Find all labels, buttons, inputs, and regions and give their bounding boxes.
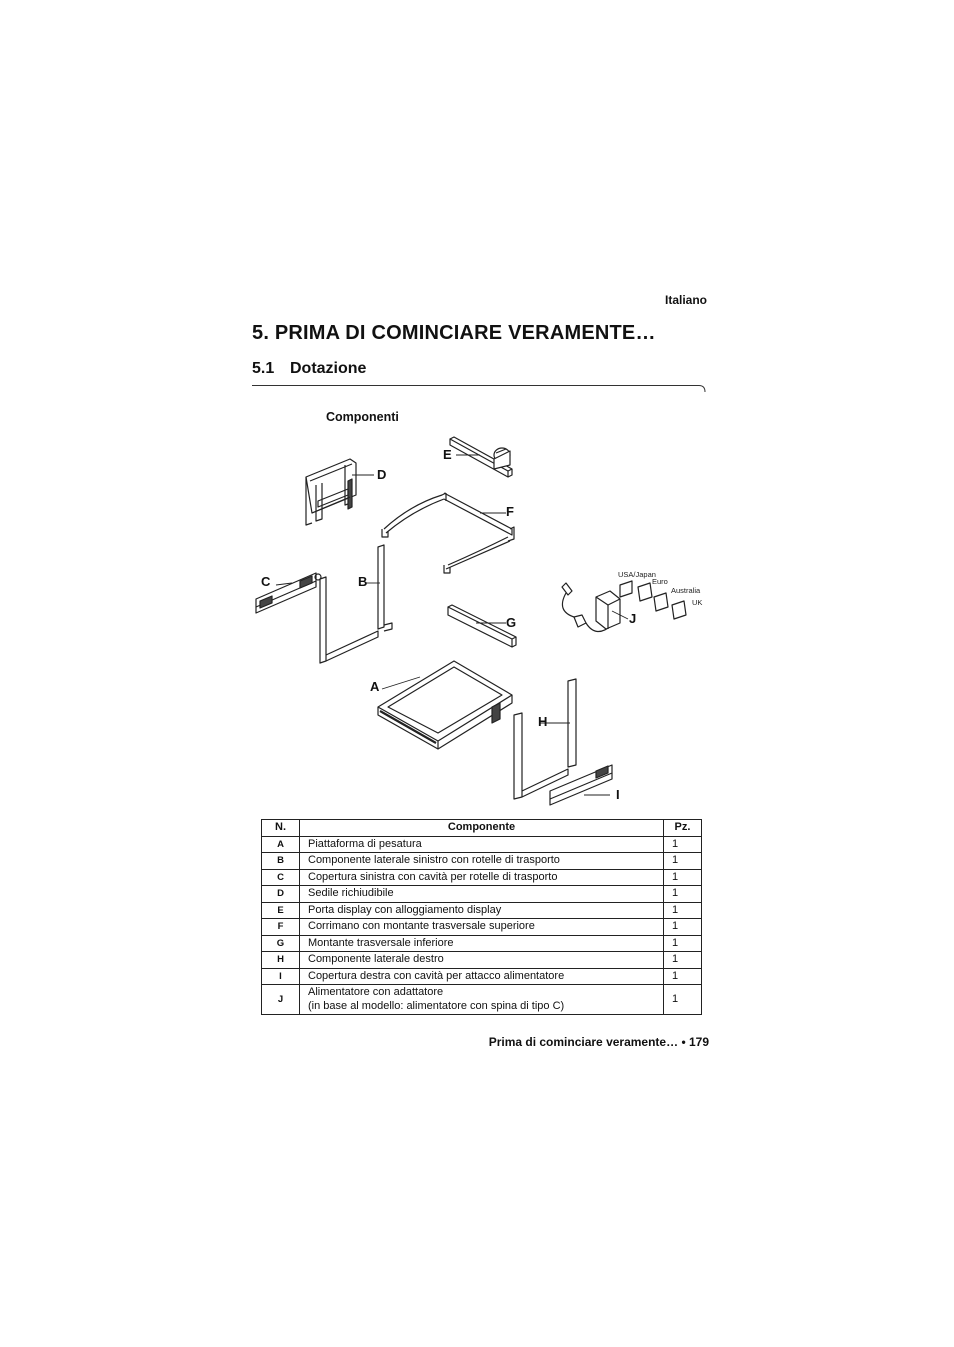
row-component: Sedile richiudibile bbox=[300, 886, 664, 903]
row-qty: 1 bbox=[664, 869, 702, 886]
row-component-note: (in base al modello: alimentatore con spina di tipo C) bbox=[308, 999, 565, 1012]
components-table bbox=[261, 819, 702, 1015]
table-row bbox=[262, 952, 702, 969]
table-row bbox=[262, 919, 702, 936]
label-E: E bbox=[443, 447, 452, 462]
section-rule bbox=[252, 384, 706, 396]
plug-label-uk: UK bbox=[692, 598, 703, 607]
row-qty: 1 bbox=[664, 919, 702, 936]
row-id: E bbox=[262, 902, 300, 919]
label-J: J bbox=[629, 611, 637, 626]
label-D: D bbox=[377, 467, 387, 482]
row-id: G bbox=[262, 935, 300, 952]
table-row bbox=[262, 836, 702, 853]
label-I: I bbox=[616, 787, 620, 802]
section-title: 5. PRIMA DI COMINCIARE VERAMENTE… bbox=[252, 322, 656, 344]
row-id: I bbox=[262, 968, 300, 985]
header-n: N. bbox=[262, 820, 300, 837]
label-G: G bbox=[506, 615, 517, 630]
row-component: Copertura destra con cavità per attacco alimentatore bbox=[300, 968, 664, 985]
row-component: Piattaforma di pesatura bbox=[300, 836, 664, 853]
row-id: C bbox=[262, 869, 300, 886]
row-qty: 1 bbox=[664, 968, 702, 985]
row-id: A bbox=[262, 836, 300, 853]
row-qty: 1 bbox=[664, 853, 702, 870]
left-side-frame-drawing bbox=[320, 545, 392, 663]
row-id: F bbox=[262, 919, 300, 936]
row-id: D bbox=[262, 886, 300, 903]
row-component: Componente laterale sinistro con rotelle di trasporto bbox=[300, 853, 664, 870]
power-supply-drawing bbox=[562, 581, 686, 632]
row-id: J bbox=[262, 985, 300, 1015]
label-A: A bbox=[370, 679, 380, 694]
plug-label-usa-japan: USA/Japan bbox=[618, 570, 656, 579]
table-row bbox=[262, 935, 702, 952]
plug-label-euro: Euro bbox=[652, 577, 668, 586]
figure-caption: Componenti bbox=[326, 410, 399, 424]
row-qty: 1 bbox=[664, 985, 702, 1015]
display-holder-drawing bbox=[450, 437, 512, 477]
row-qty: 1 bbox=[664, 886, 702, 903]
language-label: Italiano bbox=[664, 293, 707, 307]
header-qty: Pz. bbox=[664, 820, 702, 837]
row-id: H bbox=[262, 952, 300, 969]
handrail-drawing bbox=[382, 493, 514, 573]
header-component: Componente bbox=[300, 820, 664, 837]
table-header-row bbox=[262, 820, 702, 837]
label-B: B bbox=[358, 574, 368, 589]
row-qty: 1 bbox=[664, 902, 702, 919]
row-id: B bbox=[262, 853, 300, 870]
components-illustration bbox=[240, 425, 720, 815]
row-qty: 1 bbox=[664, 935, 702, 952]
folding-seat-drawing bbox=[306, 459, 356, 525]
row-component-multiline bbox=[300, 985, 664, 1015]
row-component: Porta display con alloggiamento display bbox=[300, 902, 664, 919]
row-component: Copertura sinistra con cavità per rotelle di trasporto bbox=[300, 869, 664, 886]
label-H: H bbox=[538, 714, 548, 729]
row-component: Corrimano con montante trasversale superiore bbox=[300, 919, 664, 936]
row-component: Montante trasversale inferiore bbox=[300, 935, 664, 952]
label-C: C bbox=[261, 574, 271, 589]
table-row bbox=[262, 853, 702, 870]
subsection-title-text: Dotazione bbox=[290, 360, 367, 377]
row-component: Alimentatore con adattatore bbox=[308, 986, 444, 998]
table-row bbox=[262, 886, 702, 903]
subsection-title bbox=[252, 360, 366, 378]
row-qty: 1 bbox=[664, 836, 702, 853]
row-qty: 1 bbox=[664, 952, 702, 969]
table-row bbox=[262, 902, 702, 919]
page-footer: Prima di cominciare veramente… • 179 bbox=[488, 1035, 709, 1049]
table-row bbox=[262, 985, 702, 1015]
subsection-number: 5.1 bbox=[252, 360, 275, 377]
row-component: Componente laterale destro bbox=[300, 952, 664, 969]
right-side-frame-drawing bbox=[514, 679, 576, 799]
table-row bbox=[262, 968, 702, 985]
plug-label-australia: Australia bbox=[671, 586, 701, 595]
label-F: F bbox=[506, 504, 514, 519]
right-cover-drawing bbox=[550, 765, 612, 805]
platform-drawing bbox=[378, 661, 512, 749]
table-row bbox=[262, 869, 702, 886]
